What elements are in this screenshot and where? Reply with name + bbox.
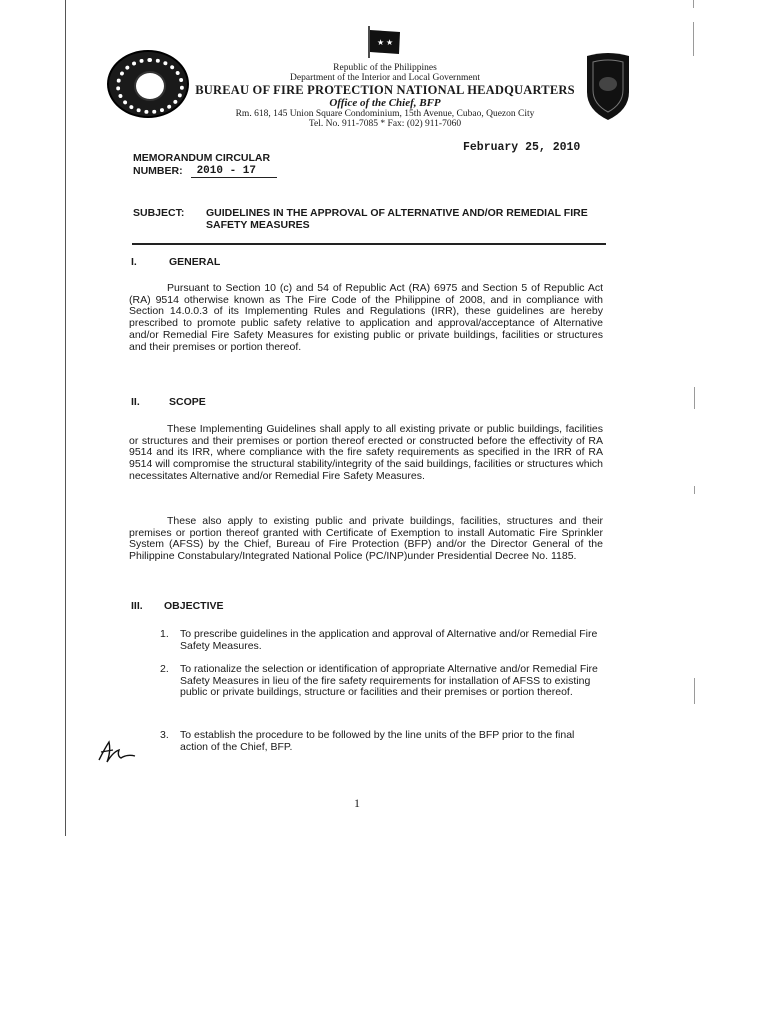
memo-number-label: NUMBER:	[133, 165, 183, 177]
objective-item-number: 1.	[160, 628, 169, 640]
memo-type: MEMORANDUM CIRCULAR	[133, 152, 271, 164]
section-title-objective: OBJECTIVE	[164, 600, 224, 612]
handwritten-initials-icon	[95, 738, 137, 766]
scope-paragraph-1: These Implementing Guidelines shall apply to all existing private or public buildings, facilities or structures and their premises or portion thereof erected or constructed before the effectivity of RA 9514 and its IRR, where compliance with the fire safety requirements as specified in the IRR of RA 9514 will compromise the structural stability/integrity of the said buildings, facilities or structures which necessitates Alternative and/or Remedial Fire Safety Measures.	[129, 423, 603, 482]
right-margin-mark	[693, 22, 694, 56]
page-number: 1	[354, 796, 360, 810]
section-title-general: GENERAL	[169, 256, 221, 268]
telephone-line: Tel. No. 911-7085 * Fax: (02) 911-7060	[308, 119, 462, 129]
general-flag-icon	[366, 24, 402, 60]
memo-number-value: 2010 - 17	[191, 165, 277, 178]
objective-item-number: 3.	[160, 729, 169, 741]
objective-item-text: To rationalize the selection or identification of appropriate Alternative and/or Remedial Fire Safety Measures in lieu of the fire safety requirements for installation of AFSS to existing public or private buildings, structure or facilities and their premises or portion thereof.	[180, 663, 598, 699]
subject-divider	[132, 243, 606, 245]
right-margin-mark	[694, 387, 695, 409]
scope-paragraph-2: These also apply to existing public and private buildings, facilities, structures and their premises or portion thereof granted with Certificate of Exemption to install Automatic Fire Sprinkler System (AFSS) by the Chief, Bureau of Fire Protection (BFP) and/or the Director General of the Philippine Constabulary/Integrated National Police (PC/INP)under Presidential Decree No. 1185.	[129, 515, 603, 563]
right-margin-mark	[693, 0, 694, 8]
address-line: Rm. 618, 145 Union Square Condominium, 15th Avenue, Cubao, Quezon City	[235, 109, 535, 119]
section-number: I.	[131, 256, 137, 268]
objective-item-number: 2.	[160, 663, 169, 675]
objective-item	[160, 664, 602, 699]
section-title-scope: SCOPE	[169, 396, 206, 408]
bfp-badge-icon	[583, 52, 633, 122]
memo-date: February 25, 2010	[463, 141, 581, 154]
subject-label: SUBJECT:	[133, 207, 185, 219]
objective-item	[160, 629, 602, 652]
bfp-seal-icon	[107, 50, 189, 118]
svg-text:★: ★	[377, 38, 385, 47]
left-margin-line	[65, 0, 66, 836]
subject-text: GUIDELINES IN THE APPROVAL OF ALTERNATIVE AND/OR REMEDIAL FIRE SAFETY MEASURES	[206, 207, 588, 231]
right-margin-mark	[694, 486, 695, 494]
memo-number-row	[133, 165, 277, 178]
republic-line: Republic of the Philippines	[333, 63, 437, 73]
objective-item-text: To prescribe guidelines in the application and approval of Alternative and/or Remedial Fire Safety Measures.	[180, 628, 598, 652]
objective-item-text: To establish the procedure to be followed by the line units of the BFP prior to the final action of the Chief, BFP.	[180, 729, 575, 753]
objective-item	[160, 730, 602, 753]
bureau-name: BUREAU OF FIRE PROTECTION NATIONAL HEADQUARTERS	[195, 83, 575, 97]
section-number: III.	[131, 600, 143, 612]
svg-text:★: ★	[386, 38, 394, 47]
general-paragraph: Pursuant to Section 10 (c) and 54 of Republic Act (RA) 6975 and Section 5 of Republic Act (RA) 9514 otherwise known as The Fire Code of the Philippine of 2008, and in compliance with Section 14.0.0.3 of its Implementing Rules and Regulations (IRR), these guidelines are hereby prescribed to promote public safety relative to application and approval/acceptance of Alternative and/or Remedial Fire Safety Measures for existing public or private buildings, facilities or structures and their premises or portion thereof.	[129, 282, 603, 353]
office-line: Office of the Chief, BFP	[329, 97, 441, 109]
department-line: Department of the Interior and Local Government	[290, 73, 480, 83]
right-margin-mark	[694, 678, 695, 704]
section-number: II.	[131, 396, 140, 408]
